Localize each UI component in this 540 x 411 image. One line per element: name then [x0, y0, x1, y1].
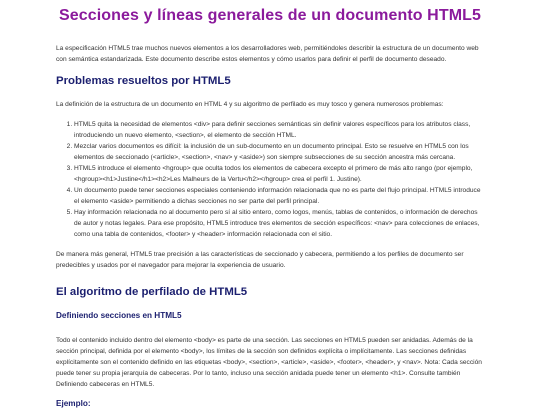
intro-paragraph: La especificación HTML5 trae muchos nuevos elementos a los desarrolladores web, permitiéndoles describir la estructura de un documento web con semántica estandarizada. Este documento describe estos elementos y cómo usarlos para definir el perfil de documento deseado. — [56, 45, 479, 63]
page-title: Secciones y líneas generales de un documento HTML5 — [58, 7, 481, 24]
section-heading-algorithm: El algoritmo de perfilado de HTML5 — [56, 286, 248, 298]
document-page — [0, 6, 540, 409]
problems-closing-paragraph: De manera más general, HTML5 trae precisión a las características de seccionado y cabecera, permitiendo a los perfiles de documento ser predecibles y usados por el navegador para mejorar la experiencia de usuario. — [56, 251, 464, 269]
list-item: 5. Hay información relacionada no al documento pero sí al sitio entero, como logos, menús, tablas de contenidos, o información de derechos de autor y notas legales. Para ese propósito, HTML5 introduce tres elementos de sección específicos: <nav> para colecciones de enlaces, como una tabla de contenidos, <footer> y <header> información relacionada con el sitio. — [74, 207, 484, 240]
defining-sections-paragraph: Todo el contenido incluido dentro del elemento <body> es parte de una sección. Las secciones en HTML5 pueden ser anidadas. Además de la sección principal, definida por el elemento <body>, los límites de la sección son definidos explícita o implícitamente. Las secciones definidas explícitamente son el contenido definido en las etiquetas <body>, <section>, <article>, <aside>, <footer>, <header>, y <nav>. Nota: Cada sección puede tener su propia jerarquía de cabeceras. Por lo tanto, incluso una sección anidada puede tener un elemento <h1>. Consulte también Definiendo cabeceras en HTML5. — [56, 337, 482, 388]
list-item: 2. Mezclar varios documentos es difícil: la inclusión de un sub-documento en un documento principal. Esto se resuelve en HTML5 con los elementos de seccionado (<article>, <section>, <nav> y <aside>) son siempre subsecciones de su sección ancestra más cercana. — [74, 141, 484, 163]
section-heading-problems: Problemas resueltos por HTML5 — [56, 75, 231, 87]
list-item: 4. Un documento puede tener secciones especiales conteniendo información relacionada que no es parte del flujo principal. HTML5 introduce el elemento <aside> permitiendo a dichas secciones no ser parte del perfil principal. — [74, 185, 484, 207]
problems-list — [56, 119, 484, 240]
subheading-defining-sections: Definiendo secciones en HTML5 — [56, 311, 182, 320]
example-heading: Ejemplo: — [56, 399, 91, 408]
list-item: 3. HTML5 introduce el elemento <hgroup> que oculta todos los elementos de cabecera excepto el primero de más alto rango (por ejemplo, <hgroup><h1>Justine</h1><h2>Les Malheurs de la Vertu</h2></hgroup> crea el perfil 1. Justine). — [74, 163, 484, 185]
list-item: 1. HTML5 quita la necesidad de elementos <div> para definir secciones semánticas sin definir valores específicos para los atributos class, introduciendo un nuevo elemento, <section>, el elemento de sección HTML. — [74, 119, 484, 141]
problems-intro-paragraph: La definición de la estructura de un documento en HTML 4 y su algoritmo de perfilado es muy tosco y genera numerosos problemas: — [56, 101, 444, 108]
